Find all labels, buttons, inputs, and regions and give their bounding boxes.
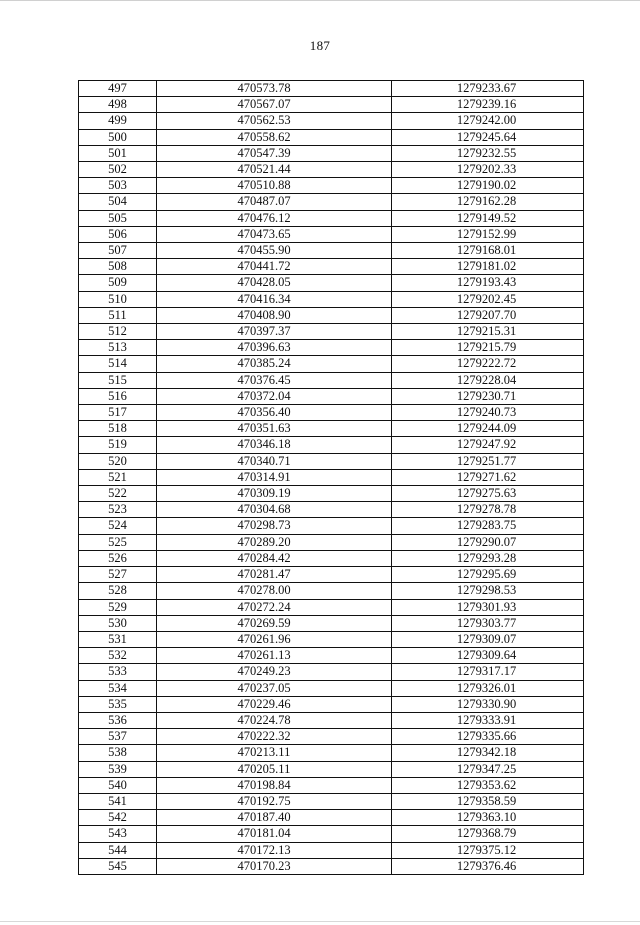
y-coordinate-cell: 1279215.79	[392, 340, 584, 356]
x-coordinate-cell: 470340.71	[157, 453, 392, 469]
point-number-cell: 535	[79, 696, 157, 712]
point-number-cell: 543	[79, 826, 157, 842]
y-coordinate-cell: 1279202.33	[392, 162, 584, 178]
x-coordinate-cell: 470272.24	[157, 599, 392, 615]
y-coordinate-cell: 1279376.46	[392, 858, 584, 874]
y-coordinate-cell: 1279363.10	[392, 810, 584, 826]
x-coordinate-cell: 470284.42	[157, 550, 392, 566]
x-coordinate-cell: 470547.39	[157, 145, 392, 161]
coordinates-table-body	[79, 81, 584, 875]
y-coordinate-cell: 1279244.09	[392, 421, 584, 437]
y-coordinate-cell: 1279230.71	[392, 388, 584, 404]
y-coordinate-cell: 1279347.25	[392, 761, 584, 777]
point-number-cell: 513	[79, 340, 157, 356]
y-coordinate-cell: 1279149.52	[392, 210, 584, 226]
table-row	[79, 615, 584, 631]
point-number-cell: 509	[79, 275, 157, 291]
point-number-cell: 537	[79, 729, 157, 745]
table-row	[79, 550, 584, 566]
x-coordinate-cell: 470205.11	[157, 761, 392, 777]
table-row	[79, 97, 584, 113]
x-coordinate-cell: 470408.90	[157, 307, 392, 323]
y-coordinate-cell: 1279247.92	[392, 437, 584, 453]
point-number-cell: 508	[79, 259, 157, 275]
point-number-cell: 521	[79, 469, 157, 485]
table-row	[79, 243, 584, 259]
x-coordinate-cell: 470473.65	[157, 226, 392, 242]
page-number: 187	[309, 38, 331, 53]
point-number-cell: 505	[79, 210, 157, 226]
point-number-cell: 504	[79, 194, 157, 210]
y-coordinate-cell: 1279293.28	[392, 550, 584, 566]
table-row	[79, 712, 584, 728]
y-coordinate-cell: 1279283.75	[392, 518, 584, 534]
point-number-cell: 519	[79, 437, 157, 453]
x-coordinate-cell: 470309.19	[157, 486, 392, 502]
table-row	[79, 648, 584, 664]
x-coordinate-cell: 470269.59	[157, 615, 392, 631]
point-number-cell: 524	[79, 518, 157, 534]
y-coordinate-cell: 1279333.91	[392, 712, 584, 728]
point-number-cell: 534	[79, 680, 157, 696]
point-number-cell: 518	[79, 421, 157, 437]
y-coordinate-cell: 1279317.17	[392, 664, 584, 680]
y-coordinate-cell: 1279309.64	[392, 648, 584, 664]
point-number-cell: 542	[79, 810, 157, 826]
y-coordinate-cell: 1279190.02	[392, 178, 584, 194]
x-coordinate-cell: 470237.05	[157, 680, 392, 696]
x-coordinate-cell: 470562.53	[157, 113, 392, 129]
table-row	[79, 421, 584, 437]
table-row	[79, 259, 584, 275]
table-row	[79, 145, 584, 161]
point-number-cell: 517	[79, 405, 157, 421]
point-number-cell: 538	[79, 745, 157, 761]
table-row	[79, 129, 584, 145]
y-coordinate-cell: 1279271.62	[392, 469, 584, 485]
point-number-cell: 527	[79, 567, 157, 583]
point-number-cell: 526	[79, 550, 157, 566]
y-coordinate-cell: 1279228.04	[392, 372, 584, 388]
y-coordinate-cell: 1279245.64	[392, 129, 584, 145]
x-coordinate-cell: 470573.78	[157, 81, 392, 97]
point-number-cell: 497	[79, 81, 157, 97]
table-row	[79, 745, 584, 761]
table-row	[79, 340, 584, 356]
point-number-cell: 514	[79, 356, 157, 372]
table-row	[79, 583, 584, 599]
table-row	[79, 631, 584, 647]
y-coordinate-cell: 1279152.99	[392, 226, 584, 242]
x-coordinate-cell: 470376.45	[157, 372, 392, 388]
table-row	[79, 388, 584, 404]
x-coordinate-cell: 470510.88	[157, 178, 392, 194]
table-row	[79, 599, 584, 615]
y-coordinate-cell: 1279251.77	[392, 453, 584, 469]
table-row	[79, 324, 584, 340]
x-coordinate-cell: 470476.12	[157, 210, 392, 226]
x-coordinate-cell: 470441.72	[157, 259, 392, 275]
x-coordinate-cell: 470397.37	[157, 324, 392, 340]
point-number-cell: 503	[79, 178, 157, 194]
point-number-cell: 530	[79, 615, 157, 631]
table-row	[79, 567, 584, 583]
x-coordinate-cell: 470304.68	[157, 502, 392, 518]
table-row	[79, 486, 584, 502]
table-row	[79, 696, 584, 712]
table-row	[79, 502, 584, 518]
x-coordinate-cell: 470416.34	[157, 291, 392, 307]
table-row	[79, 226, 584, 242]
table-row	[79, 664, 584, 680]
point-number-cell: 501	[79, 145, 157, 161]
x-coordinate-cell: 470187.40	[157, 810, 392, 826]
point-number-cell: 528	[79, 583, 157, 599]
x-coordinate-cell: 470261.96	[157, 631, 392, 647]
point-number-cell: 502	[79, 162, 157, 178]
x-coordinate-cell: 470198.84	[157, 777, 392, 793]
table-row	[79, 405, 584, 421]
point-number-cell: 525	[79, 534, 157, 550]
table-row	[79, 518, 584, 534]
table-row	[79, 275, 584, 291]
point-number-cell: 536	[79, 712, 157, 728]
point-number-cell: 498	[79, 97, 157, 113]
x-coordinate-cell: 470213.11	[157, 745, 392, 761]
table-row	[79, 307, 584, 323]
coordinates-table	[78, 80, 584, 875]
y-coordinate-cell: 1279301.93	[392, 599, 584, 615]
y-coordinate-cell: 1279162.28	[392, 194, 584, 210]
table-row	[79, 761, 584, 777]
y-coordinate-cell: 1279181.02	[392, 259, 584, 275]
table-row	[79, 113, 584, 129]
table-row	[79, 356, 584, 372]
table-row	[79, 842, 584, 858]
table-row	[79, 777, 584, 793]
y-coordinate-cell: 1279193.43	[392, 275, 584, 291]
y-coordinate-cell: 1279342.18	[392, 745, 584, 761]
x-coordinate-cell: 470346.18	[157, 437, 392, 453]
top-edge-rule	[0, 0, 640, 1]
y-coordinate-cell: 1279298.53	[392, 583, 584, 599]
point-number-cell: 529	[79, 599, 157, 615]
point-number-cell: 540	[79, 777, 157, 793]
x-coordinate-cell: 470170.23	[157, 858, 392, 874]
x-coordinate-cell: 470351.63	[157, 421, 392, 437]
table-row	[79, 162, 584, 178]
table-row	[79, 680, 584, 696]
point-number-cell: 515	[79, 372, 157, 388]
point-number-cell: 500	[79, 129, 157, 145]
point-number-cell: 510	[79, 291, 157, 307]
y-coordinate-cell: 1279215.31	[392, 324, 584, 340]
point-number-cell: 520	[79, 453, 157, 469]
y-coordinate-cell: 1279303.77	[392, 615, 584, 631]
table-row	[79, 372, 584, 388]
x-coordinate-cell: 470222.32	[157, 729, 392, 745]
x-coordinate-cell: 470567.07	[157, 97, 392, 113]
point-number-cell: 511	[79, 307, 157, 323]
x-coordinate-cell: 470281.47	[157, 567, 392, 583]
table-row	[79, 534, 584, 550]
point-number-cell: 522	[79, 486, 157, 502]
y-coordinate-cell: 1279233.67	[392, 81, 584, 97]
y-coordinate-cell: 1279290.07	[392, 534, 584, 550]
y-coordinate-cell: 1279368.79	[392, 826, 584, 842]
y-coordinate-cell: 1279358.59	[392, 793, 584, 809]
y-coordinate-cell: 1279232.55	[392, 145, 584, 161]
x-coordinate-cell: 470521.44	[157, 162, 392, 178]
y-coordinate-cell: 1279309.07	[392, 631, 584, 647]
table-row	[79, 194, 584, 210]
y-coordinate-cell: 1279222.72	[392, 356, 584, 372]
y-coordinate-cell: 1279335.66	[392, 729, 584, 745]
table-row	[79, 291, 584, 307]
x-coordinate-cell: 470229.46	[157, 696, 392, 712]
point-number-cell: 545	[79, 858, 157, 874]
point-number-cell: 499	[79, 113, 157, 129]
x-coordinate-cell: 470455.90	[157, 243, 392, 259]
y-coordinate-cell: 1279239.16	[392, 97, 584, 113]
y-coordinate-cell: 1279326.01	[392, 680, 584, 696]
x-coordinate-cell: 470396.63	[157, 340, 392, 356]
x-coordinate-cell: 470224.78	[157, 712, 392, 728]
x-coordinate-cell: 470192.75	[157, 793, 392, 809]
y-coordinate-cell: 1279330.90	[392, 696, 584, 712]
x-coordinate-cell: 470278.00	[157, 583, 392, 599]
point-number-cell: 512	[79, 324, 157, 340]
y-coordinate-cell: 1279202.45	[392, 291, 584, 307]
point-number-cell: 532	[79, 648, 157, 664]
bottom-edge-rule	[0, 921, 640, 922]
table-row	[79, 469, 584, 485]
x-coordinate-cell: 470372.04	[157, 388, 392, 404]
y-coordinate-cell: 1279168.01	[392, 243, 584, 259]
x-coordinate-cell: 470172.13	[157, 842, 392, 858]
point-number-cell: 541	[79, 793, 157, 809]
table-row	[79, 810, 584, 826]
x-coordinate-cell: 470385.24	[157, 356, 392, 372]
x-coordinate-cell: 470298.73	[157, 518, 392, 534]
x-coordinate-cell: 470558.62	[157, 129, 392, 145]
x-coordinate-cell: 470289.20	[157, 534, 392, 550]
y-coordinate-cell: 1279278.78	[392, 502, 584, 518]
table-row	[79, 437, 584, 453]
x-coordinate-cell: 470487.07	[157, 194, 392, 210]
y-coordinate-cell: 1279240.73	[392, 405, 584, 421]
x-coordinate-cell: 470181.04	[157, 826, 392, 842]
y-coordinate-cell: 1279375.12	[392, 842, 584, 858]
y-coordinate-cell: 1279295.69	[392, 567, 584, 583]
point-number-cell: 533	[79, 664, 157, 680]
point-number-cell: 544	[79, 842, 157, 858]
y-coordinate-cell: 1279275.63	[392, 486, 584, 502]
y-coordinate-cell: 1279242.00	[392, 113, 584, 129]
y-coordinate-cell: 1279207.70	[392, 307, 584, 323]
y-coordinate-cell: 1279353.62	[392, 777, 584, 793]
table-row	[79, 178, 584, 194]
point-number-cell: 539	[79, 761, 157, 777]
point-number-cell: 523	[79, 502, 157, 518]
table-row	[79, 793, 584, 809]
table-row	[79, 826, 584, 842]
table-row	[79, 729, 584, 745]
point-number-cell: 507	[79, 243, 157, 259]
table-row	[79, 81, 584, 97]
table-row	[79, 858, 584, 874]
x-coordinate-cell: 470261.13	[157, 648, 392, 664]
point-number-cell: 506	[79, 226, 157, 242]
point-number-cell: 531	[79, 631, 157, 647]
table-row	[79, 210, 584, 226]
point-number-cell: 516	[79, 388, 157, 404]
x-coordinate-cell: 470428.05	[157, 275, 392, 291]
x-coordinate-cell: 470249.23	[157, 664, 392, 680]
x-coordinate-cell: 470314.91	[157, 469, 392, 485]
x-coordinate-cell: 470356.40	[157, 405, 392, 421]
table-row	[79, 453, 584, 469]
